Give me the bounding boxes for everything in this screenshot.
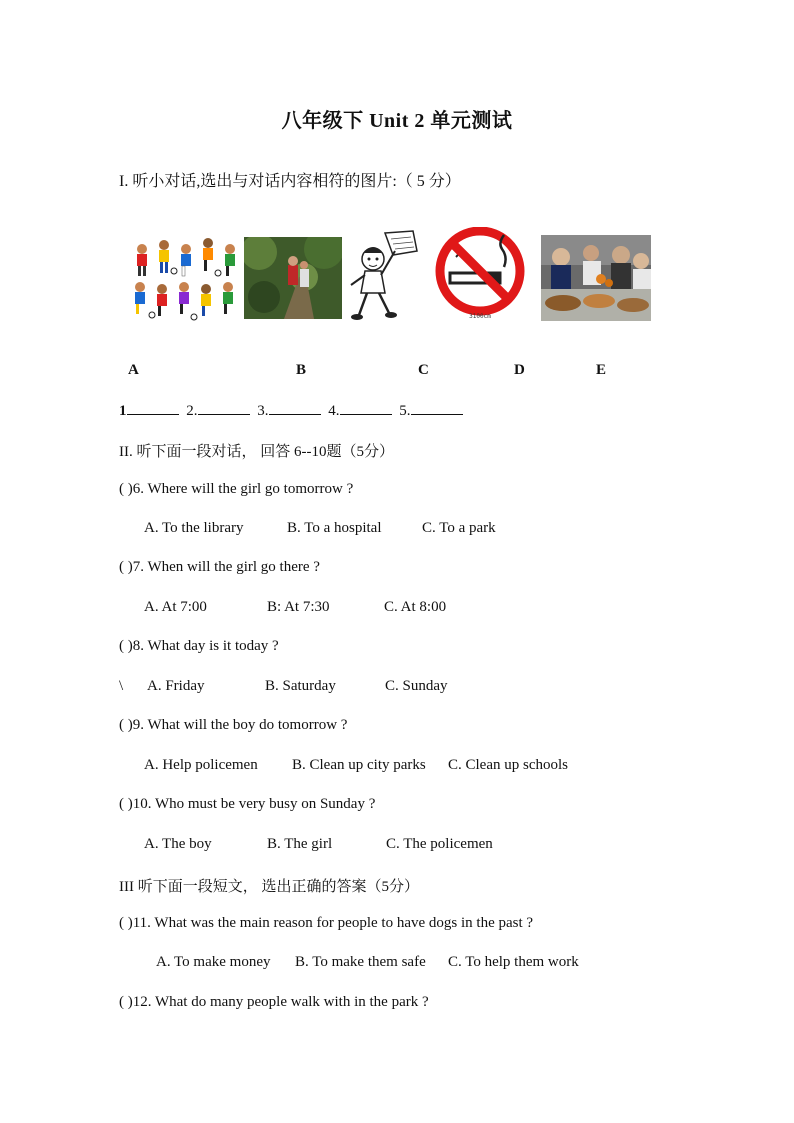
blank-label-1: 1 <box>119 403 127 419</box>
answer-blank-5[interactable] <box>411 402 463 415</box>
q7-option-c: C. At 8:00 <box>384 599 447 615</box>
q6-option-b: B. To a hospital <box>287 520 382 536</box>
picture-letter-c: C <box>418 362 429 378</box>
no-smoking-caption: 3100cm <box>469 313 491 320</box>
q8-option-b: B. Saturday <box>265 678 336 694</box>
question-7: ( )7. When will the girl go there ? <box>119 559 320 575</box>
answer-blank-3[interactable] <box>269 402 321 415</box>
picture-football-players <box>128 227 242 323</box>
q6-option-a: A. To the library <box>144 520 244 536</box>
answer-blank-2[interactable] <box>198 402 250 415</box>
q7-option-a: A. At 7:00 <box>144 599 207 615</box>
blank-label-5: 5. <box>399 403 411 419</box>
question-11: ( )11. What was the main reason for people to have dogs in the past ? <box>119 915 534 931</box>
answer-blanks-row <box>119 402 467 420</box>
question-10: ( )10. Who must be very busy on Sunday ? <box>119 796 376 812</box>
page-title: 八年级下 Unit 2 单元测试 <box>281 110 513 132</box>
q9-option-b: B. Clean up city parks <box>292 757 426 773</box>
picture-letter-d: D <box>514 362 525 378</box>
q10-option-c: C. The policemen <box>386 836 493 852</box>
picture-serving-food <box>541 235 651 321</box>
blank-label-3: 3. <box>257 403 269 419</box>
q11-option-a: A. To make money <box>156 954 271 970</box>
q10-option-b: B. The girl <box>267 836 333 852</box>
picture-letter-e: E <box>596 362 607 378</box>
q9-option-c: C. Clean up schools <box>448 757 568 773</box>
picture-no-smoking-sign <box>428 227 532 323</box>
q11-option-b: B. To make them safe <box>295 954 426 970</box>
blank-label-4: 4. <box>328 403 340 419</box>
question-8: ( )8. What day is it today ? <box>119 638 279 654</box>
question-6: ( )6. Where will the girl go tomorrow ? <box>119 481 354 497</box>
q8-option-a: A. Friday <box>147 678 205 694</box>
pictures-row <box>128 227 653 323</box>
question-12: ( )12. What do many people walk with in the park ? <box>119 994 429 1010</box>
answer-blank-4[interactable] <box>340 402 392 415</box>
picture-letter-b: B <box>296 362 307 378</box>
q11-option-c: C. To help them work <box>448 954 579 970</box>
q9-option-a: A. Help policemen <box>144 757 258 773</box>
q8-prefix: \ <box>119 678 124 694</box>
picture-forest <box>244 237 342 319</box>
q8-option-c: C. Sunday <box>385 678 448 694</box>
q6-option-c: C. To a park <box>422 520 496 536</box>
section2-heading: II. 听下面一段对话， 回答 6--10题（5分） <box>119 444 394 460</box>
section1-heading: I. 听小对话,选出与对话内容相符的图片:（ 5 分） <box>119 173 461 190</box>
question-9: ( )9. What will the boy do tomorrow ? <box>119 717 348 733</box>
picture-letter-a: A <box>128 362 139 378</box>
q7-option-b: B: At 7:30 <box>267 599 330 615</box>
blank-label-2: 2. <box>186 403 198 419</box>
picture-boy-with-paper <box>343 229 423 321</box>
answer-blank-1[interactable] <box>127 402 179 415</box>
q10-option-a: A. The boy <box>144 836 212 852</box>
section3-heading: III 听下面一段短文， 选出正确的答案（5分） <box>119 879 419 895</box>
